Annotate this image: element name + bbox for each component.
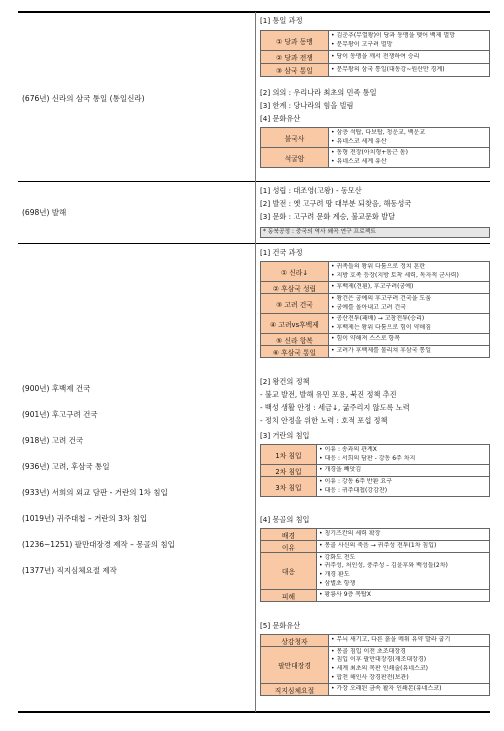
bullet-line: • 몽골 사신의 죽음 → 귀주성 전투(1차 침입)	[319, 542, 437, 550]
row-content	[329, 31, 490, 51]
table-row	[261, 684, 490, 696]
left-balhae: (698년) 발해	[22, 208, 67, 217]
table-row	[261, 51, 490, 64]
table-row	[261, 529, 490, 541]
row-label: ⑤ 신라 항복	[261, 334, 329, 346]
table-row	[261, 314, 490, 334]
bullet-line: • 황룡사 9층 목탑X	[319, 591, 371, 599]
left-goryeo-4: (936년) 고려, 후삼국 통일	[22, 462, 110, 471]
bullet-line: • 귀주성, 처인성, 충주성 – 김윤후와 백성들(2차)	[319, 562, 448, 570]
s3-policy-2: - 백성 생활 안정 : 세금↓, 굶주리지 않도록 노력	[260, 403, 410, 412]
s3-heading-mongol: [4] 몽골의 침입	[260, 515, 310, 524]
bullet-line: • 고려가 후백제를 물리쳐 후삼국 통일	[331, 347, 432, 355]
bullet-line: • 유네스코 세계 유산	[331, 137, 387, 145]
row-label: 3차 침입	[261, 477, 317, 497]
row-label: 이유	[261, 541, 317, 553]
bullet-line: • 당이 동맹을 깨서 전쟁하여 승리	[331, 52, 420, 60]
row-label: ⑥ 후삼국 통일	[261, 346, 329, 358]
table-row	[261, 647, 490, 684]
table-row	[261, 553, 490, 590]
table-row	[261, 541, 490, 553]
row-content	[329, 635, 490, 647]
row-label: 배경	[261, 529, 317, 541]
table-row	[261, 262, 490, 282]
row-content	[317, 529, 490, 541]
s3-policy-1: - 불교 발전, 발해 유민 포용, 북진 정책 추진	[260, 390, 397, 399]
s3-heading-heritage: [5] 문화유산	[260, 621, 301, 630]
bullet-line: • 칭기즈칸의 세력 확장	[319, 530, 381, 538]
s2-note: * 동북공정 : 중국의 역사 왜곡 연구 프로젝트	[260, 227, 490, 238]
table-row	[261, 334, 490, 346]
bullet-line: • 개경 환도	[319, 571, 350, 578]
bottom-rule	[18, 711, 490, 713]
bullet-line: • 삼층 석탑, 다보탑, 청운교, 백운교	[331, 128, 426, 136]
table-row	[261, 477, 490, 497]
row-label: ④ 고려vs후백제	[261, 314, 329, 334]
bullet-line: • 몽골 침입 이전 초조대장경	[331, 647, 406, 655]
table-row	[261, 445, 490, 465]
bullet-line: • 침입 이후 팔만대장경(재조대장경)	[331, 656, 427, 664]
left-silla: (676년) 신라의 삼국 통일 (통일신라)	[22, 94, 145, 103]
s2-culture: [3] 문화 : 고구려 문화 계승, 불교문화 발달	[260, 212, 396, 221]
bullet-line: • 가장 오래된 금속 활자 인쇄본(유네스코)	[331, 685, 442, 693]
s3-heading-khitan: [3] 거란의 침입	[260, 431, 310, 440]
s1-heading-unification: [1] 통일 과정	[260, 16, 303, 25]
row-label: 1차 침입	[261, 445, 317, 465]
bullet-line: • 후백제는 왕위 다툼으로 힘이 약해짐	[331, 323, 432, 331]
s1-significance: [2] 의의 : 우리나라 최초의 민족 통일	[260, 88, 377, 97]
s3-founding-table	[260, 261, 490, 358]
bullet-line: • 귀족들의 왕위 다툼으로 정치 혼란	[331, 262, 426, 270]
left-goryeo-7: (1236~1251) 팔만대장경 제작 – 몽골의 침입	[22, 540, 175, 549]
row-content	[329, 128, 490, 148]
table-row	[261, 346, 490, 358]
bullet-line: • 공산전투(패배) → 고창전투(승리)	[331, 314, 425, 322]
s3-heritage-table	[260, 634, 490, 696]
row-label: 팔만대장경	[261, 647, 329, 684]
left-goryeo-6: (1019년) 귀주대첩 – 거란의 3차 침입	[22, 514, 148, 523]
row-label: ③ 고려 건국	[261, 294, 329, 314]
table-row	[261, 590, 490, 602]
s2-development: [2] 발전 : 옛 고구려 땅 대부분 되찾음, 해동성국	[260, 199, 412, 208]
row-label: ① 당과 동맹	[261, 31, 329, 51]
left-goryeo-1: (900년) 후백제 건국	[22, 384, 91, 393]
bullet-line: • 강화도 천도	[319, 553, 356, 561]
row-content	[329, 314, 490, 334]
bullet-line: • 동형 전장(아치형+돔근 돔)	[331, 148, 408, 156]
row-content	[317, 541, 490, 553]
table-row	[261, 64, 490, 77]
row-label: ① 신라↓	[261, 262, 329, 282]
row-content	[329, 647, 490, 684]
row-content	[317, 553, 490, 590]
row-content	[329, 262, 490, 282]
s3-heading-founding: [1] 건국 과정	[260, 248, 303, 257]
section-divider-2	[18, 243, 490, 244]
s1-limitation: [3] 한계 : 당나라의 힘을 빌림	[260, 101, 354, 110]
column-divider	[255, 12, 256, 712]
s3-policy-3: - 정치 안정을 위한 노력 : 호적 포섭 정책	[260, 416, 388, 425]
s1-heading-heritage: [4] 문화유산	[260, 114, 301, 123]
table-row	[261, 282, 490, 294]
s1-unification-table	[260, 30, 490, 77]
row-content	[317, 445, 490, 465]
section-divider-1	[18, 181, 490, 182]
table-row	[261, 294, 490, 314]
bullet-line: • 삼별초 항쟁	[319, 579, 356, 587]
bullet-line: • 힘이 약해져 스스로 항복	[331, 335, 401, 343]
table-row	[261, 31, 490, 51]
row-content	[329, 282, 490, 294]
table-row	[261, 148, 490, 168]
row-label: ② 후삼국 성립	[261, 282, 329, 294]
row-content	[329, 64, 490, 77]
row-content	[317, 477, 490, 497]
bullet-line: • 개경을 빼앗김	[319, 466, 362, 474]
left-goryeo-3: (918년) 고려 건국	[22, 436, 84, 445]
bullet-line: • 김춘추(무열왕)이 당과 동맹을 맺어 백제 멸망	[331, 31, 455, 39]
bullet-line: • 이유 : 송과의 관계X	[319, 445, 377, 453]
row-label: 직지심체요절	[261, 684, 329, 696]
row-label: 불국사	[261, 128, 329, 148]
row-content	[329, 684, 490, 696]
bullet-line: • 궁예를 몰아내고 고려 건국	[331, 303, 406, 311]
bullet-line: • 합천 해인사 장경판전(보관)	[331, 673, 409, 681]
bullet-line: • 문무왕의 삼국 통일(대동강~원산만 경계)	[331, 65, 445, 73]
s3-heading-policy: [2] 왕건의 정책	[260, 377, 310, 386]
row-content	[317, 590, 490, 602]
bullet-line: • 이유 : 강동 6주 반환 요구	[319, 477, 392, 485]
row-label: 석굴암	[261, 148, 329, 168]
bullet-line: • 대응 : 귀주대첩(강감찬)	[319, 486, 388, 494]
row-content	[329, 148, 490, 168]
left-goryeo-8: (1377년) 직지심체요절 제작	[22, 566, 117, 575]
bullet-line: • 대응 : 서희의 담판 - 강동 6주 차지	[319, 454, 416, 462]
row-content	[329, 294, 490, 314]
table-row	[261, 128, 490, 148]
left-goryeo-2: (901년) 후고구려 건국	[22, 410, 98, 419]
row-content	[329, 346, 490, 358]
row-label: 상감청자	[261, 635, 329, 647]
row-content	[329, 334, 490, 346]
bullet-line: • 왕건은 궁예의 후고구려 건국을 도움	[331, 294, 432, 302]
row-label: 피해	[261, 590, 317, 602]
table-row	[261, 635, 490, 647]
row-content	[329, 51, 490, 64]
bullet-line: • 지방 호족 등장(지방 토착 세력, 독자적 군사력)	[331, 271, 459, 279]
row-label: 2차 침입	[261, 465, 317, 477]
left-goryeo-5: (933년) 서희의 외교 담판 - 거란의 1차 침입	[22, 488, 168, 497]
s3-khitan-table	[260, 444, 490, 497]
bullet-line: • 문무왕이 고구려 멸망	[331, 40, 393, 48]
row-label: ③ 삼국 통일	[261, 64, 329, 77]
s2-founding: [1] 성립 : 대조영(고왕) - 동모산	[260, 186, 362, 195]
row-label: 대응	[261, 553, 317, 590]
bullet-line: • 세계 최초의 목판 인쇄술(유네스코)	[331, 665, 428, 672]
top-rule	[18, 11, 490, 13]
bullet-line: • 무늬 새기고, 다른 흙을 메워 유약 발라 굽기	[331, 636, 451, 644]
bullet-line: • 유네스코 세계 유산	[331, 157, 387, 165]
row-content	[317, 465, 490, 477]
s3-mongol-table	[260, 528, 490, 602]
bullet-line: • 후백제(견훤), 후고구려(궁예)	[331, 283, 414, 291]
row-label: ② 당과 전쟁	[261, 51, 329, 64]
table-row	[261, 465, 490, 477]
s1-heritage-table	[260, 127, 490, 168]
